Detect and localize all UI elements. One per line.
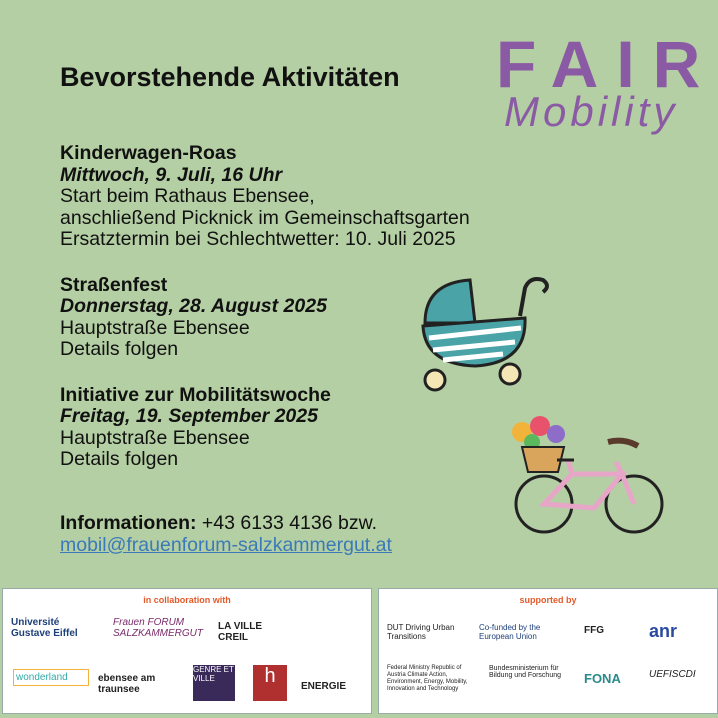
page-title: Bevorstehende Aktivitäten xyxy=(60,62,400,92)
info-phone: +43 6133 4136 bzw. xyxy=(201,512,378,534)
logo-line2: Mobility xyxy=(504,88,679,135)
logo-ffg: FFG xyxy=(584,625,604,636)
logo-wonderland: wonderland xyxy=(13,669,89,686)
event-name: Kinderwagen-Roas xyxy=(60,142,237,164)
logo-creil: LA VILLE CREIL xyxy=(218,621,263,643)
supported-panel xyxy=(378,588,718,714)
event-item xyxy=(60,275,470,361)
logo-eu: Co-funded by the European Union xyxy=(479,623,541,641)
event-line: Ersatztermin bei Schlechtwetter: 10. Juli 2025 xyxy=(60,228,456,250)
event-date: Mittwoch, 9. Juli, 16 Uhr xyxy=(60,163,283,186)
info-label: Informationen: xyxy=(60,512,197,534)
event-name: Initiative zur Mobilitätswoche xyxy=(60,383,331,406)
events-list xyxy=(60,143,470,495)
email-link[interactable]: mobil@frauenforum-salzkammergut.at xyxy=(60,534,392,556)
event-item xyxy=(60,143,470,251)
event-line: anschließend Picknick im Gemeinschaftsgarten xyxy=(60,206,470,229)
bicycle-illustration xyxy=(512,412,672,547)
collab-heading: in collaboration with xyxy=(143,595,231,605)
logo-dut: DUT Driving Urban Transitions xyxy=(387,623,455,641)
logo-eiffel: Université Gustave Eiffel xyxy=(11,617,78,639)
logo-uefiscdi: UEFISCDI xyxy=(649,669,696,680)
logo-bmk: Federal Ministry Republic of Austria Climate Action, Environment, Energy, Mobility, Innovation and Technology xyxy=(387,665,468,692)
event-name: Straßenfest xyxy=(60,273,168,296)
logo-fona: FONA xyxy=(584,671,621,686)
logo-frauenforum: Frauen FORUM SALZKAMMERGUT xyxy=(113,617,204,639)
event-line: Start beim Rathaus Ebensee, xyxy=(60,185,315,207)
event-line: Hauptstraße Ebensee xyxy=(60,316,250,339)
supported-heading: supported by xyxy=(519,595,577,605)
contact-info xyxy=(60,512,392,556)
collaboration-panel xyxy=(2,588,372,714)
logo-bmbf: Bundesministerium für Bildung und Forschung xyxy=(489,665,561,679)
event-line: Details folgen xyxy=(60,338,179,360)
fair-mobility-logo xyxy=(490,18,718,138)
logo-genre-et-ville: GENRE ET VILLE xyxy=(193,665,235,701)
pram-illustration xyxy=(415,268,555,393)
event-date: Donnerstag, 28. August 2025 xyxy=(60,295,327,317)
event-item xyxy=(60,385,470,471)
logo-energie: ENERGIE xyxy=(301,681,347,692)
event-line: Hauptstraße Ebensee xyxy=(60,426,250,449)
event-date: Freitag, 19. September 2025 xyxy=(60,405,318,427)
logo-h: h xyxy=(253,665,287,701)
logo-anr: anr xyxy=(649,621,678,641)
logo-ebensee: ebensee am traunsee xyxy=(98,673,156,695)
event-line: Details folgen xyxy=(60,448,179,470)
logo-line1: FAIR xyxy=(496,27,718,101)
